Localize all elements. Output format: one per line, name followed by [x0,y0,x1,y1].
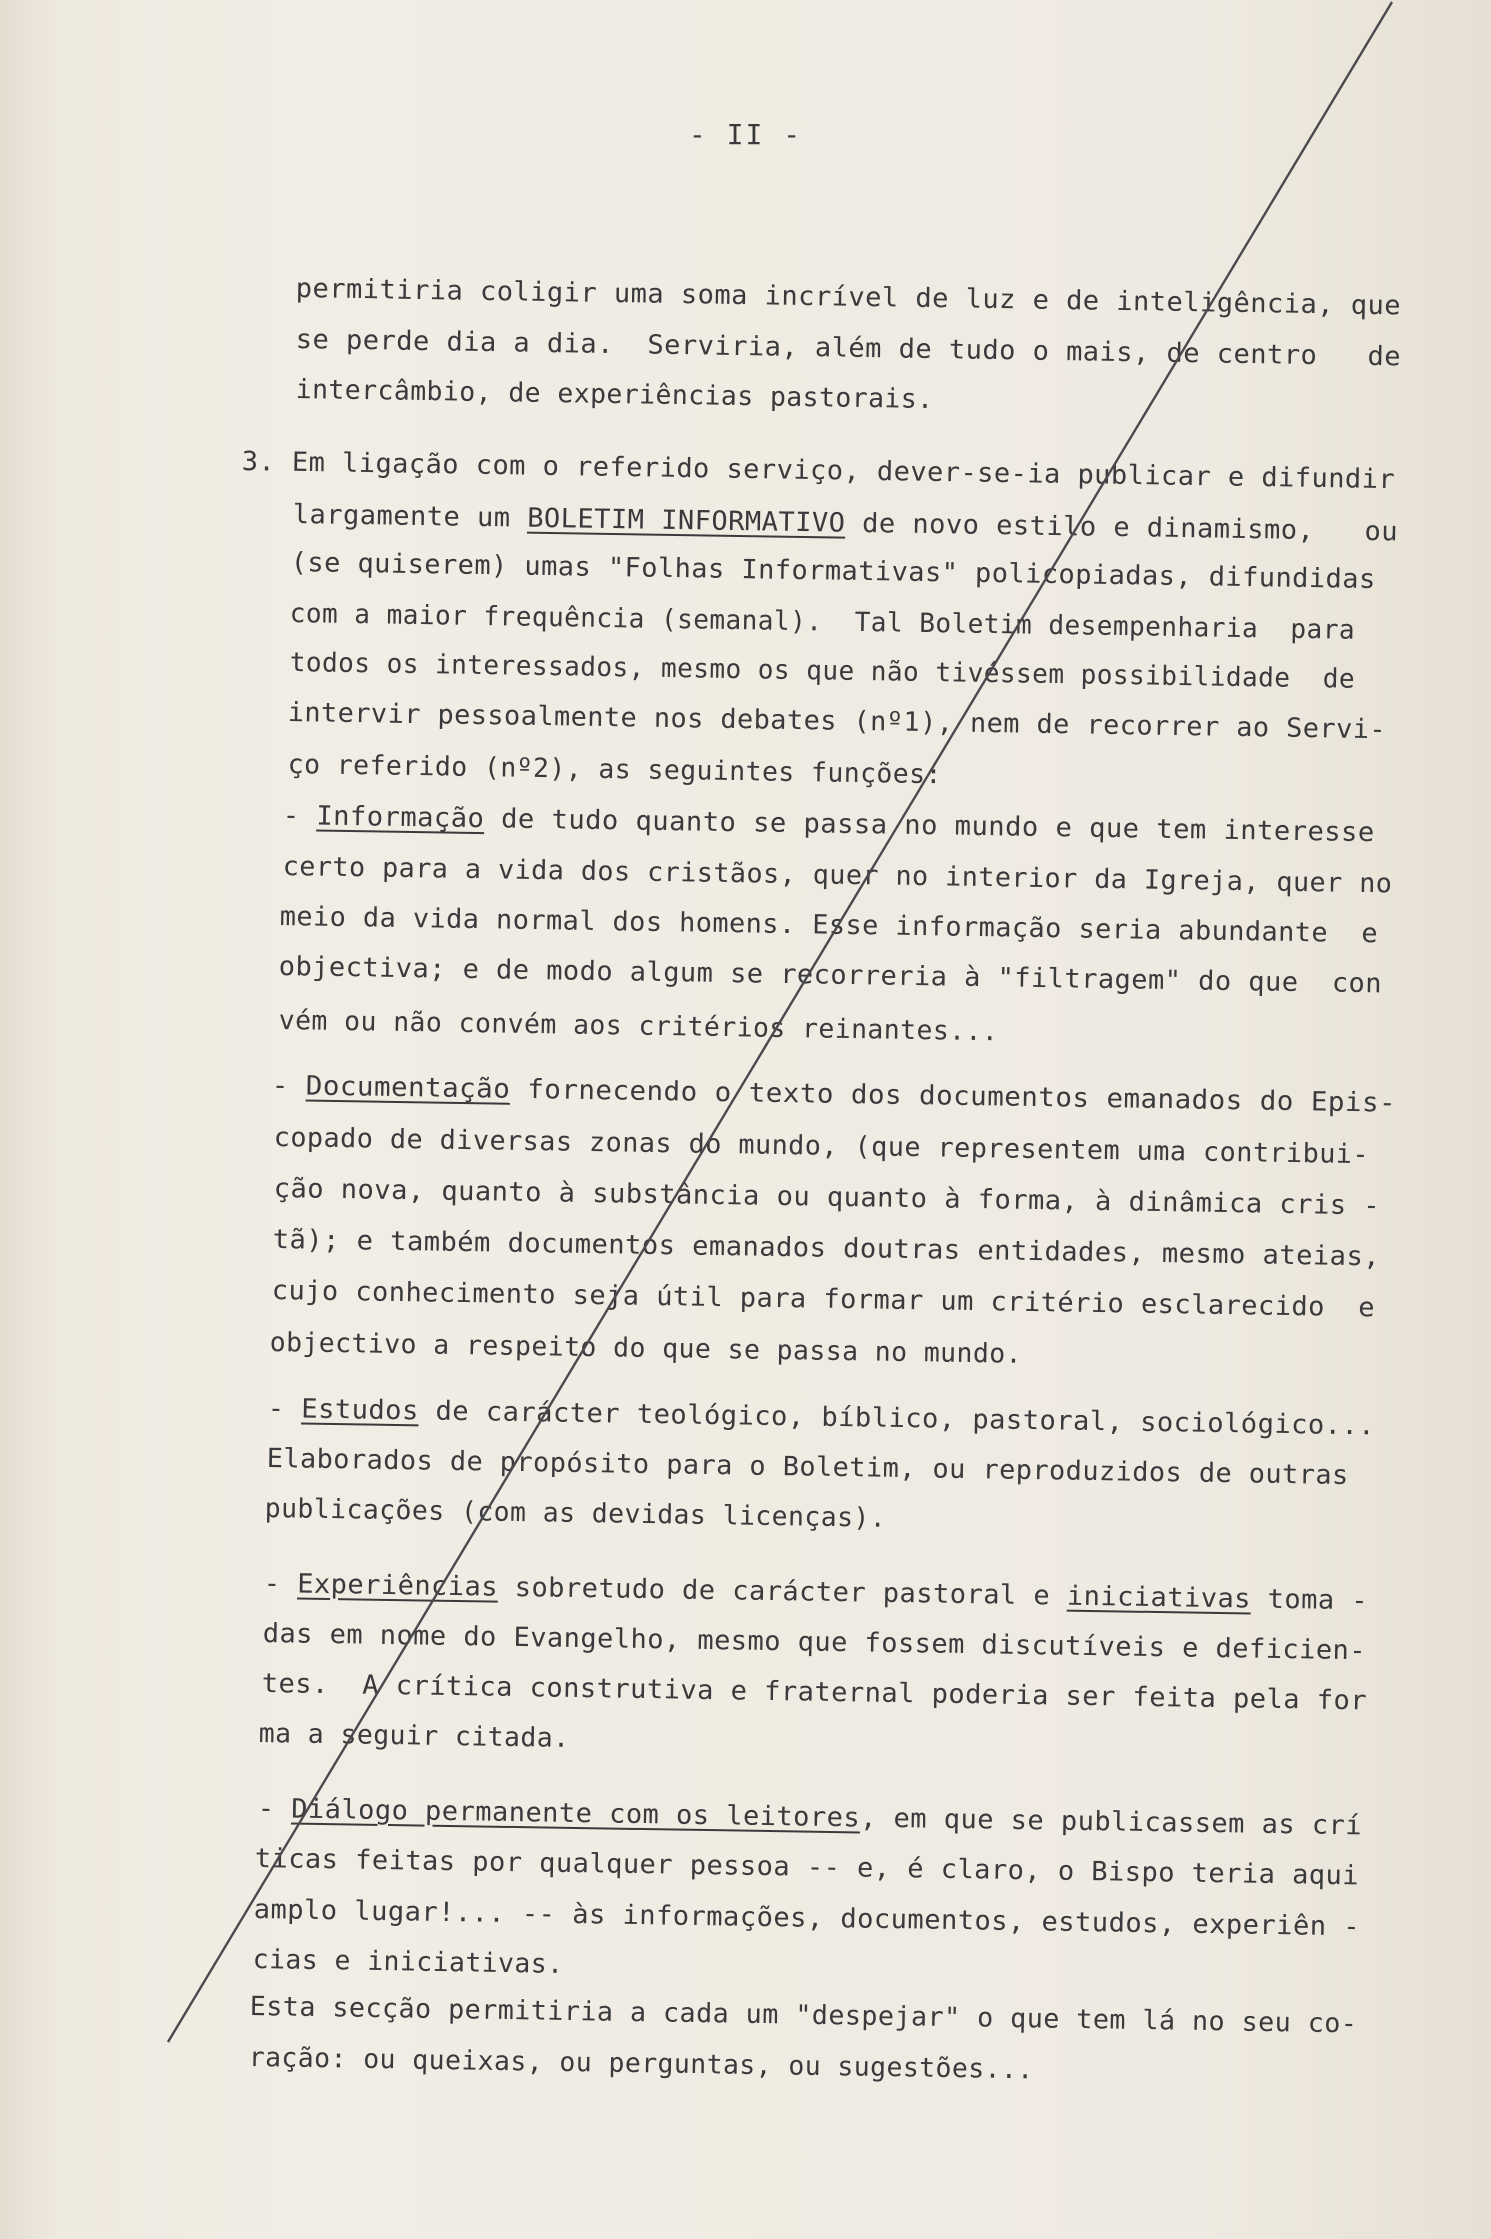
text-line [287,696,1386,747]
text-line [248,2041,1033,2087]
line-text: permitiria coligir uma soma incrível de luz e de inteligência, que [295,272,1402,322]
text-line [295,373,933,417]
text-line [262,1617,1366,1668]
underlined-heading: Documentação [305,1070,511,1105]
line-text: com a maior frequência (semanal). Tal Boletim desempenharia para [289,597,1356,646]
text-line [292,498,1398,549]
line-text: - [263,1567,298,1600]
line-text: vém ou não convém aos critérios reinantes... [278,1004,999,1048]
text-line [279,900,1378,951]
text-line [264,1492,886,1536]
text-line [267,1392,1375,1443]
line-text: amplo lugar!... -- às informações, documentos, estudos, experiên - [253,1893,1361,1943]
line-text: intervir pessoalmente nos debates (nº1), nem de recorrer ao Servi- [287,696,1387,746]
line-text: intercâmbio, de experiências pastorais. [295,373,934,416]
text-line [295,272,1401,323]
text-line [271,1069,1396,1121]
line-text: Elaborados de propósito para o Boletim, ou reproduzidos de outras [266,1442,1349,1491]
text-line [295,323,1401,374]
text-line [269,1326,1022,1372]
text-line [266,1442,1348,1493]
page-number: - II - [688,118,803,151]
text-line [271,1274,1375,1325]
line-text: - [257,1792,292,1825]
line-text: ticas feitas por qualquer pessoa -- e, é claro, o Bispo teria aqui [254,1842,1360,1892]
text-line [290,546,1375,597]
underlined-heading: BOLETIM INFORMATIVO [526,502,846,539]
text-line [282,850,1392,901]
line-text: ração: ou queixas, ou perguntas, ou sugestões... [248,2041,1034,2086]
text-line [263,1567,1368,1618]
line-text: de carácter teológico, bíblico, pastoral, sociológico... [418,1395,1376,1442]
line-text: das em nome do Evangelho, mesmo que fossem discutíveis e deficien- [262,1617,1367,1667]
text-line [258,1717,569,1756]
text-line [289,646,1355,697]
line-text: se perde dia a dia. Serviria, além de tudo o mais, de centro de [295,323,1402,373]
text-line [278,1004,998,1049]
line-text: toma - [1250,1583,1369,1617]
line-text: - [271,1069,307,1102]
line-text: de tudo quanto se passa no mundo e que tem interesse [484,803,1375,849]
text-line [249,1990,1357,2041]
text-line [278,950,1382,1001]
underlined-heading: Estudos [301,1393,419,1427]
text-line [261,1667,1367,1718]
text-line [253,1893,1360,1944]
line-text: publicações (com as devidas licenças). [264,1492,887,1534]
text-line [272,1223,1380,1274]
text-line [257,1792,1362,1843]
line-text: de novo estilo e dinamismo, ou [845,507,1399,548]
line-text: certo para a vida dos cristãos, quer no interior da Igreja, quer no [282,850,1393,900]
text-line [289,597,1355,648]
line-text: copado de diversas zonas do mundo, (que representem uma contribui- [273,1121,1370,1171]
line-text: fornecendo o texto dos documentos emanados do Epis- [510,1073,1397,1119]
line-text: largamente um [292,498,528,534]
underlined-heading: iniciativas [1066,1580,1252,1615]
text-line [282,799,1374,850]
line-text: objectiva; e de modo algum se recorreria à "filtragem" do que con [278,950,1383,1000]
line-text: Esta secção permitiria a cada um "despejar" o que tem lá no seu co- [249,1990,1358,2040]
line-text: , em que se publicassem as crí [859,1802,1363,1842]
text-line [254,1842,1359,1893]
underlined-heading: Diálogo permanente com os leitores [290,1793,861,1834]
line-text: cujo conhecimento seja útil para formar um critério esclarecido e [271,1274,1376,1324]
line-text: tã); e também documentos emanados doutras entidades, mesmo ateias, [272,1223,1381,1273]
line-text: - [267,1392,302,1425]
line-text: cias e iniciativas. [252,1943,564,1980]
text-line [241,445,1395,497]
line-text: sobretudo de carácter pastoral e [497,1571,1068,1612]
line-text: tes. A crítica construtiva e fraternal poderia ser feita pela for [261,1667,1368,1717]
line-text: todos os interessados, mesmo os que não tivéssem possibilidade de [289,646,1356,695]
line-text: (se quiserem) umas "Folhas Informativas" policopiadas, difundidas [290,546,1376,596]
underlined-heading: Informação [316,800,485,835]
text-line [287,748,942,792]
line-text: ção nova, quanto à substância ou quanto à forma, à dinâmica cris - [273,1172,1381,1222]
text-line [273,1121,1369,1172]
underlined-heading: Experiências [296,1568,499,1603]
line-text: objectivo a respeito do que se passa no mundo. [269,1326,1023,1370]
text-line [252,1943,563,1982]
line-text: ma a seguir citada. [258,1717,570,1754]
line-text: 3. Em ligação com o referido serviço, dever-se-ia publicar e difundir [241,445,1396,496]
line-text: ço referido (nº2), as seguintes funções: [287,748,943,791]
text-line [273,1172,1380,1223]
line-text: - [282,799,317,832]
line-text: meio da vida normal dos homens. Esse informação seria abundante e [279,900,1379,950]
